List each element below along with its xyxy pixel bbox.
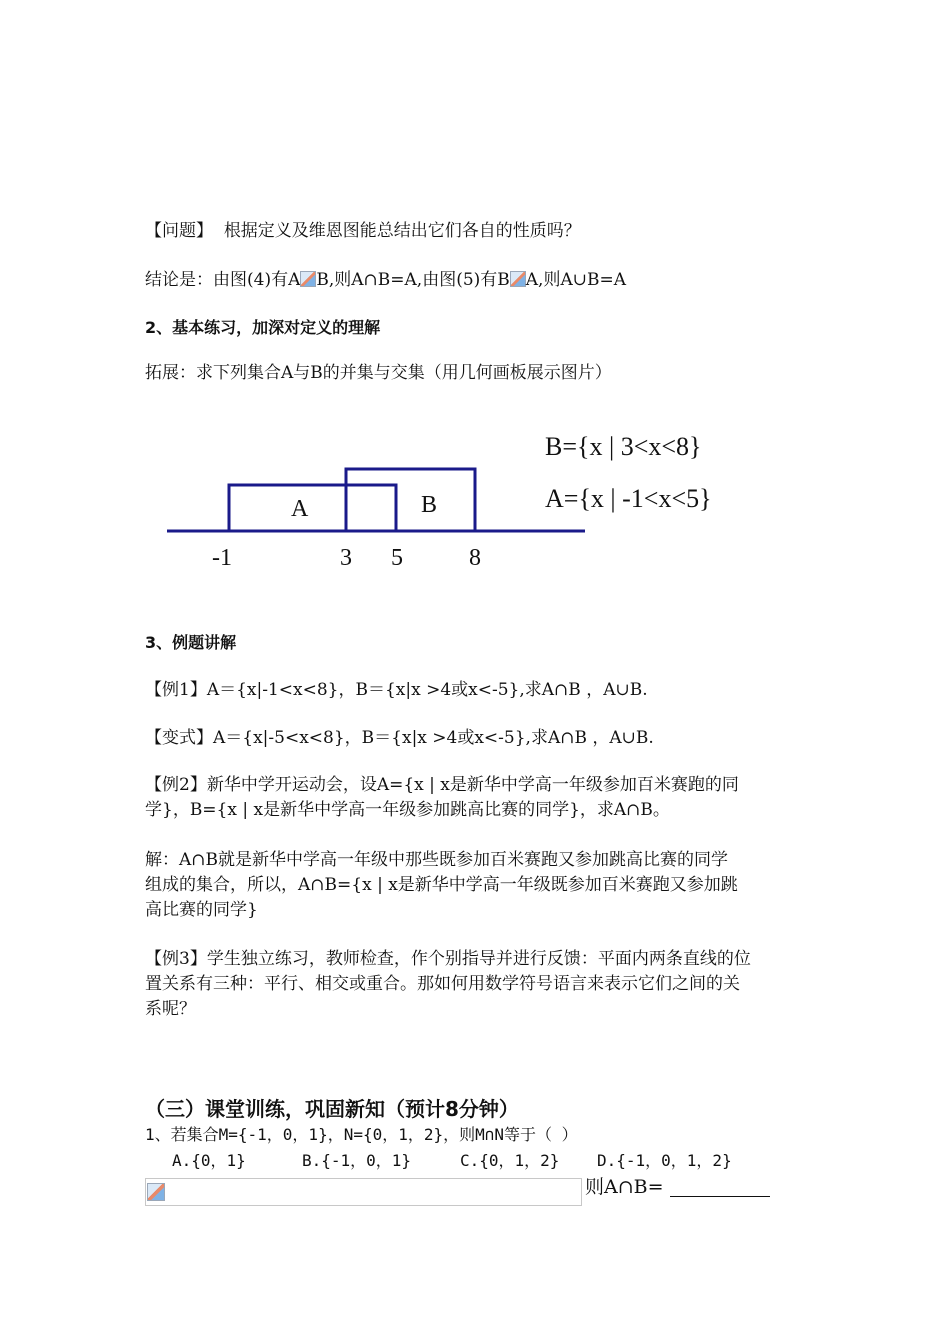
label-b: B: [421, 492, 438, 518]
question-text: 根据定义及维恩图能总结出它们各自的性质吗？: [223, 221, 581, 241]
tick-label: 5: [391, 545, 403, 571]
exercise1-option: C.{0，1，2}: [460, 1151, 560, 1170]
label-a: A: [291, 496, 309, 522]
section3-title: 3、例题讲解: [145, 633, 237, 652]
solution-line: 组成的集合，所以，A∩B={x | x是新华中学高一年级既参加百米赛跑又参加跳: [145, 875, 738, 895]
tick-label: -1: [212, 545, 232, 571]
exercise2-tail: [585, 1172, 770, 1199]
tick-label: 8: [469, 545, 481, 571]
example2-paragraph: [145, 773, 815, 823]
interval-diagram: [0, 0, 950, 600]
exercise1-stem: 1、若集合M={-1，0，1}，N={0，1，2}，则M∩N等于（ ）: [145, 1125, 578, 1144]
conclusion-part2: B,则A∩B=A,由图(5)有B: [316, 270, 510, 290]
tick-label: 3: [340, 545, 352, 571]
answer-blank: [670, 1176, 770, 1197]
solution-paragraph: [145, 848, 815, 923]
interval-a-box: [229, 485, 396, 531]
set-b-definition: B={x | 3<x<8}: [545, 432, 702, 461]
exercise2-tail-text: 则A∩B=: [585, 1176, 664, 1198]
example2-line: 【例2】新华中学开运动会，设A={x | x是新华中学高一年级参加百米赛跑的同: [145, 775, 739, 795]
question-label: 【问题】: [145, 221, 213, 241]
set-a-definition: A={x | -1<x<5}: [545, 484, 712, 513]
part3-title: （三）课堂训练，巩固新知（预计8分钟）: [145, 1097, 519, 1121]
example2-line: 学}，B={x | x是新华中学高一年级参加跳高比赛的同学}，求A∩B。: [145, 800, 670, 820]
example3-line: 【例3】学生独立练习，教师检查，作个别指导并进行反馈：平面内两条直线的位: [145, 949, 751, 969]
extension-text: 拓展：求下列集合A与B的并集与交集（用几何画板展示图片）: [145, 363, 612, 383]
broken-image-frame: [145, 1178, 582, 1206]
exercise1-option: D.{-1，0，1，2}: [597, 1151, 732, 1170]
example1-text: 【例1】A＝{x|-1<x<8}，B＝{x|x >4或x<-5},求A∩B ，A∪B.: [145, 680, 648, 700]
conclusion-part1: 结论是：由图(4)有A: [145, 270, 301, 290]
solution-line: 解：A∩B就是新华中学高一年级中那些既参加百米赛跑又参加跳高比赛的同学: [145, 850, 729, 870]
section2-title: 2、基本练习，加深对定义的理解: [145, 318, 381, 337]
example3-line: 置关系有三种：平行、相交或重合。那如何用数学符号语言来表示它们之间的关: [145, 974, 740, 994]
exercise1-option: A.{0，1}: [172, 1151, 246, 1170]
example3-line: 系呢？: [145, 999, 196, 1019]
exercise1-option: B.{-1，0，1}: [302, 1151, 412, 1170]
conclusion-part3: A,则A∪B=A: [525, 270, 626, 290]
interval-b-box: [346, 469, 475, 531]
variant-text: 【变式】A＝{x|-5<x<8}，B＝{x|x >4或x<-5},求A∩B ，A∪B.: [145, 728, 654, 748]
broken-image-icon: [147, 1183, 165, 1201]
example3-paragraph: [145, 947, 815, 1022]
solution-line: 高比赛的同学}: [145, 900, 258, 920]
